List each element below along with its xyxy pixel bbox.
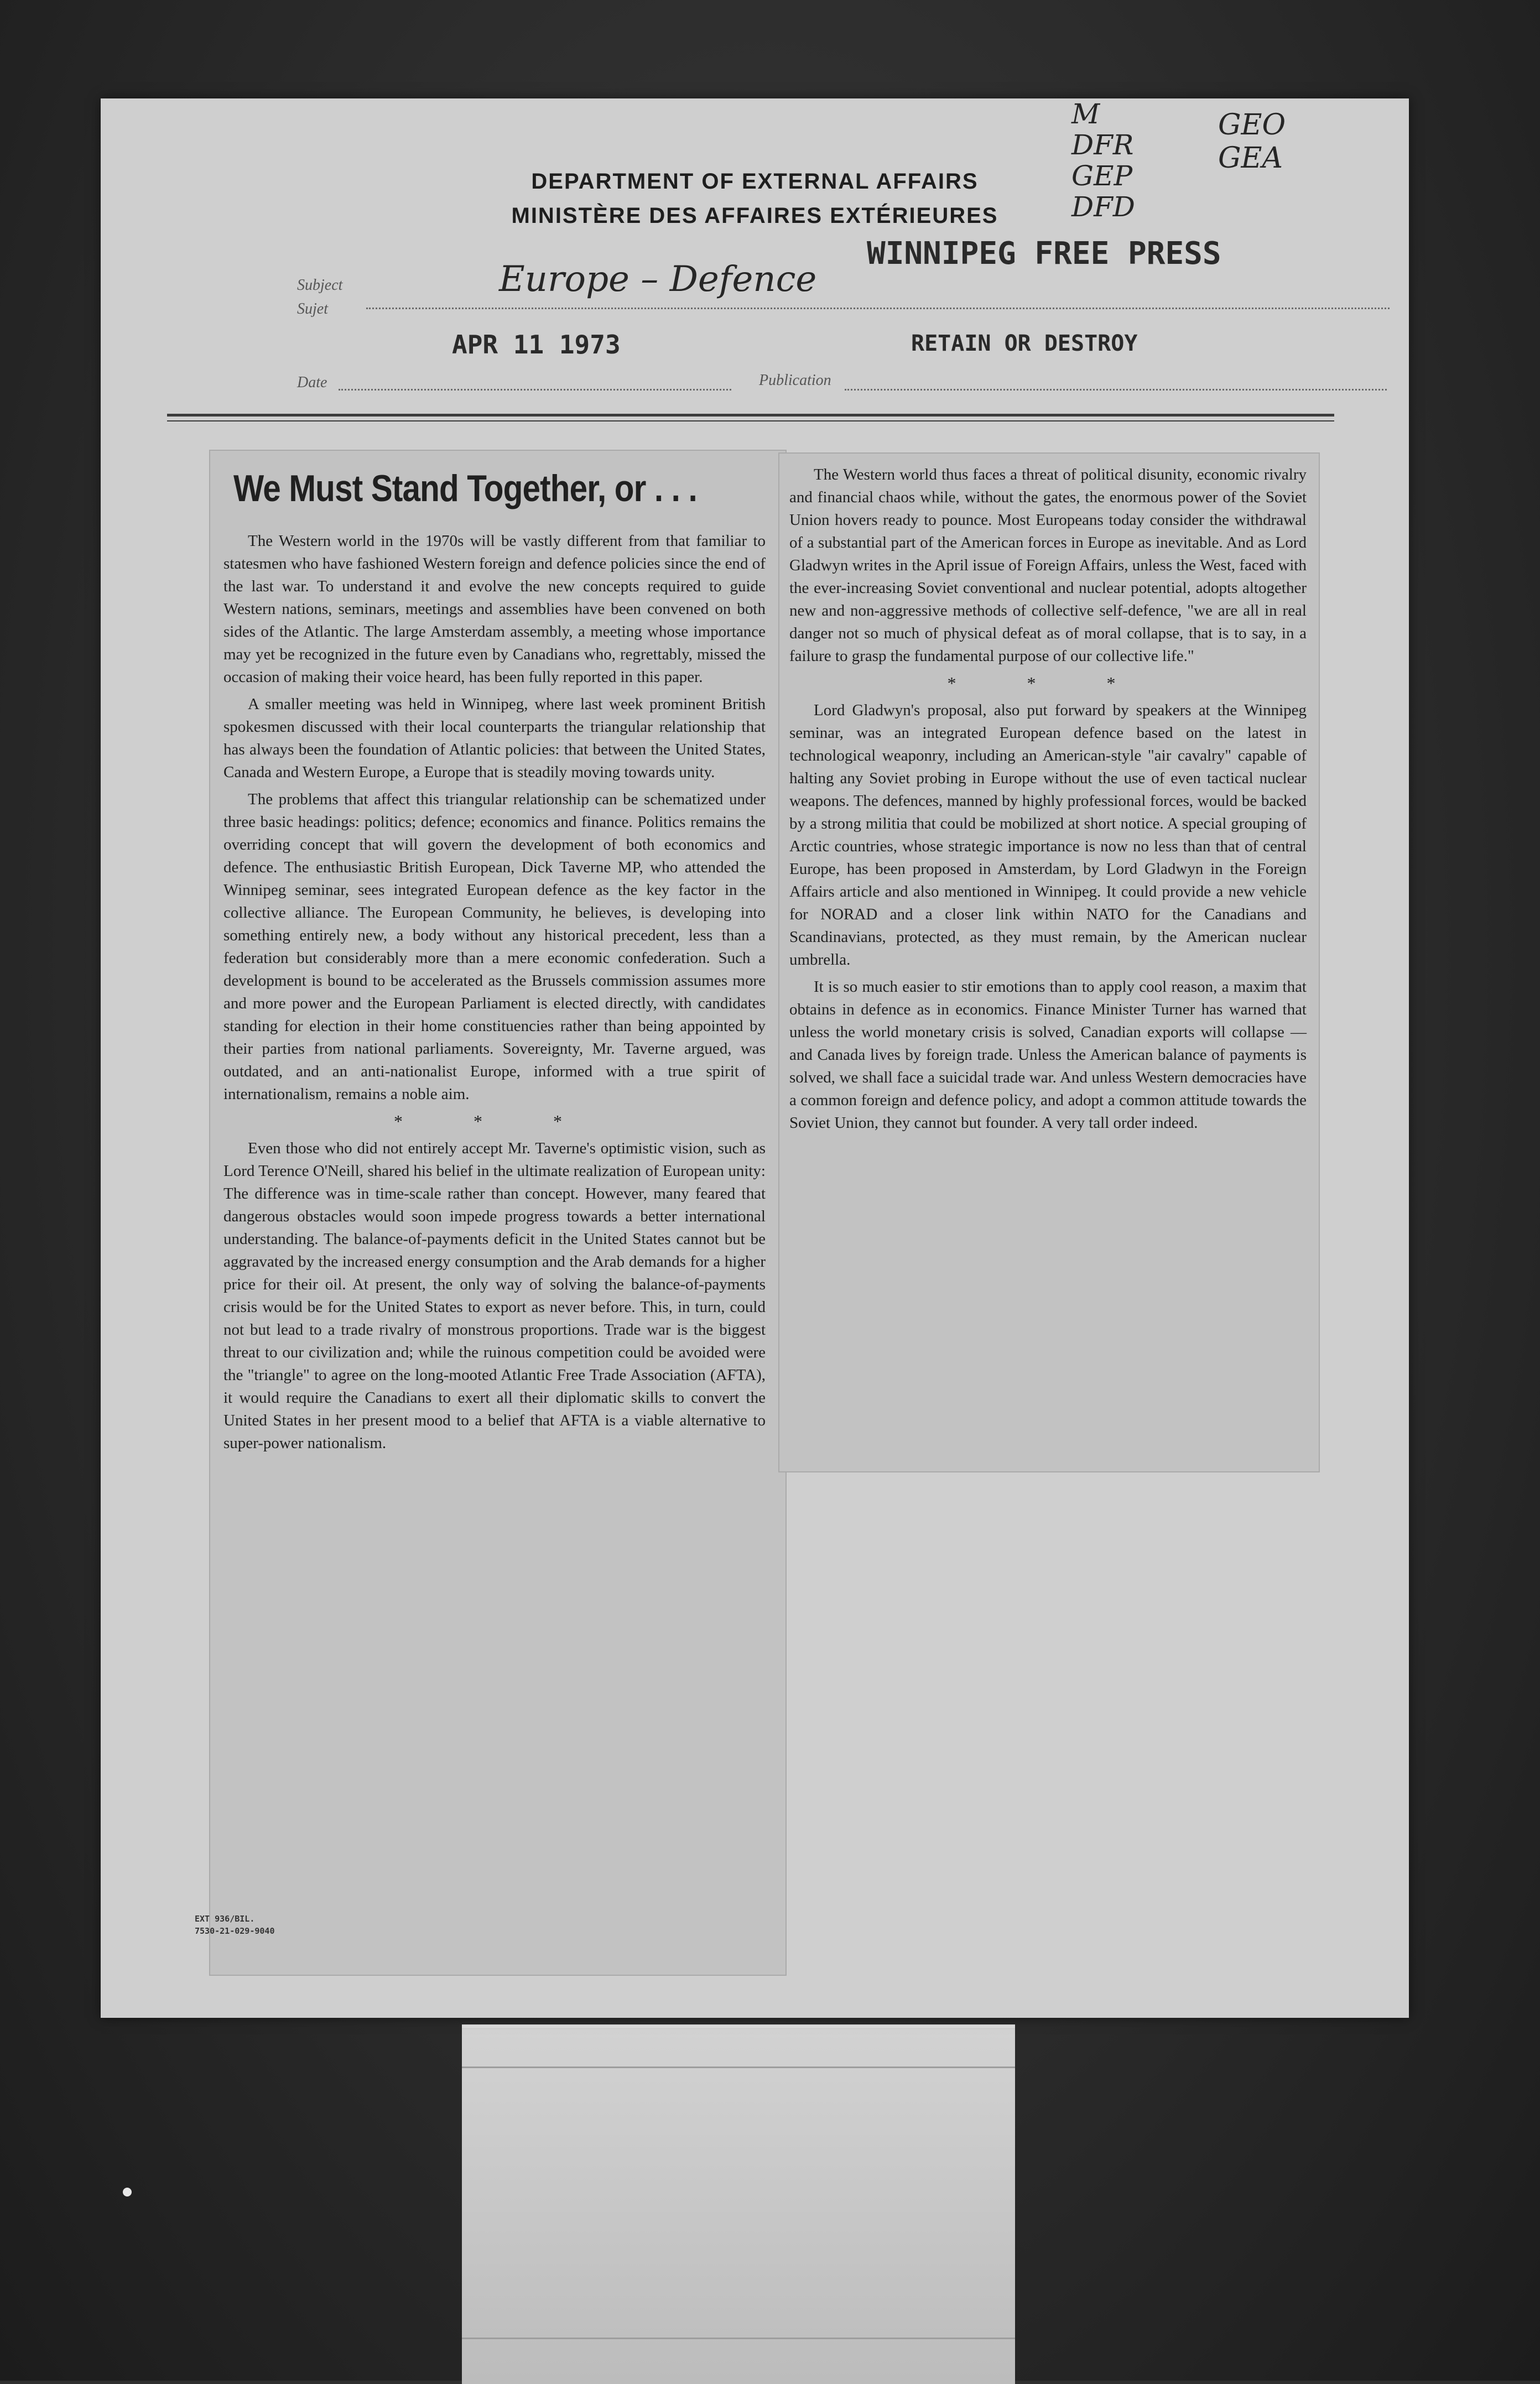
header-rule: [167, 414, 1334, 417]
section-separator: * * *: [394, 1111, 595, 1131]
routing-code: GEP: [1071, 160, 1133, 192]
article-right-column: [789, 464, 1307, 1139]
routing-code: DFD: [1071, 191, 1135, 223]
article-headline: We Must Stand Together, or . . .: [233, 467, 697, 509]
sujet-label: Sujet: [297, 300, 328, 317]
article-paragraph: A smaller meeting was held in Winnipeg, where last week prominent British spokesmen discussed with their local counterparts the triangular relationship that has always been the foundation of Atlantic policies: that between the United States, Canada and Western Europe, a Europe that is steadily moving towards unity.: [223, 695, 766, 781]
subject-label: Subject: [297, 277, 343, 294]
article-paragraph: The Western world thus faces a threat of political disunity, economic rivalry and financial chaos while, without the gates, the enormous power of the Soviet Union hovers ready to pounce. Most Europeans today consider the withdrawal of a substantial part of the American forces in Europe as inevitable. And as Lord Gladwyn writes in the April issue of Foreign Affairs, unless the West, faced with the ever-increasing Soviet conventional and nuclear potential, adopts altogether new and non-aggressive methods of collective self-defence, "we are all in real danger not so much of physical defeat as of moral collapse, that is to say, in a failure to grasp the fundamental purpose of our collective life.": [789, 466, 1307, 665]
publication-line: [845, 389, 1387, 391]
clipping-form-sheet: [101, 98, 1409, 2018]
form-number-line: 7530-21-029-9040: [195, 1926, 275, 1936]
article-paragraph: Even those who did not entirely accept Mr. Taverne's optimistic vision, such as Lord Terence O'Neill, shared his belief in the ultimate realization of European unity: The difference was in time-scale rather than concept. However, many feared that dangerous obstacles would soon impede progress towards a better international understanding. The balance-of-payments deficit in the United States cannot but be aggravated by the increased energy consumption and the Arab demands for a higher price for their oil. At present, the only way of solving the balance-of-payments crisis would be for the United States to export as never before. This, in turn, could not but lead to a trade rivalry of monstrous proportions. Trade war is the biggest threat to our civilization and; while the ruinous competition could be avoided were the "triangle" to agree on the long-mooted Atlantic Free Trade Association (AFTA), it would require the Canadians to exert all their diplomatic skills to convert the United States in her present mood to a belief that AFTA is a viable alternative to super-power nationalism.: [223, 1139, 766, 1452]
routing-code: DFR: [1071, 129, 1134, 161]
routing-codes-right: [1218, 108, 1286, 175]
department-title-en: DEPARTMENT OF EXTERNAL AFFAIRS: [531, 169, 979, 194]
article-paragraph: The Western world in the 1970s will be vastly different from that familiar to statesmen who have fashioned Western foreign and defence policies since the end of the last war. To understand it and evolve the new concepts required to guide Western nations, seminars, meetings and assemblies have been convened on both sides of the Atlantic. The large Amsterdam assembly, a meeting whose importance may yet be recognized in the future even by Canadians who, regrettably, missed the occasion of making their voice heard, has been fully reported in this paper.: [223, 532, 766, 686]
publication-label: Publication: [759, 372, 831, 389]
stand-edge: [462, 2067, 1015, 2068]
retain-or-destroy-stamp: RETAIN OR DESTROY: [911, 331, 1138, 356]
header-rule-thin: [167, 420, 1334, 421]
department-title-fr: MINISTÈRE DES AFFAIRES EXTÉRIEURES: [511, 204, 998, 228]
article-paragraph: The problems that affect this triangular relationship can be schematized under three basic headings: politics; defence; economics and finance. Politics remains the overriding concept that will govern the development of both economics and defence. The enthusiastic British European, Dick Taverne MP, who attended the Winnipeg seminar, sees integrated European defence as the key factor in the collective alliance. The European Community, he believes, is developing into something entirely new, a body without any historical precedent, less than a federation but considerably more than a mere economic confederation. Such a development is bound to be accelerated as the Brussels commission assumes more and more power and the European Parliament is elected directly, with candidates standing for election in their home constituencies rather than being appointed by their parties from national parliaments. Sovereignty, Mr. Taverne argued, was outdated, and an anti-nationalist Europe, informed with a true spirit of internationalism, remains a noble aim.: [223, 790, 766, 1103]
subject-line: [366, 308, 1390, 309]
routing-code: GEA: [1218, 142, 1283, 175]
subject-handwriting: Europe – Defence: [499, 259, 817, 300]
form-number: [195, 1913, 275, 1937]
article-left-column: [223, 530, 766, 1459]
section-separator: * * *: [947, 673, 1149, 693]
dust-speck: [123, 2188, 132, 2196]
date-stamp: APR 11 1973: [452, 330, 621, 360]
form-number-line: EXT 936/BIL.: [195, 1914, 255, 1924]
article-paragraph: It is so much easier to stir emotions than to apply cool reason, a maxim that obtains in defence as in economics. Finance Minister Turner has warned that unless the world monetary crisis is solved, Canadian exports will collapse — and Canada lives by foreign trade. Unless the American balance of payments is solved, we shall face a suicidal trade war. And unless Western democracies have a common foreign and defence policy, and adopt a common attitude towards the Soviet Union, they cannot but founder. A very tall order indeed.: [789, 978, 1307, 1132]
routing-codes-left: [1071, 98, 1135, 222]
routing-code: GEO: [1218, 108, 1286, 142]
publication-stamp: WINNIPEG FREE PRESS: [867, 236, 1221, 272]
date-label: Date: [297, 374, 327, 391]
article-paragraph: Lord Gladwyn's proposal, also put forward by speakers at the Winnipeg seminar, was an integrated European defence based on the latest in technological weaponry, including an American-style "air cavalry" capable of halting any Soviet probing in Europe without the use of even tactical nuclear weapons. The defences, manned by highly professional forces, would be backed by a strong militia that could be mobilized at short notice. A special grouping of Arctic countries, whose strategic importance is now no less than that of central Europe, has been proposed in Amsterdam, by Lord Gladwyn in the Foreign Affairs article and also mentioned in Winnipeg. It could provide a new vehicle for NORAD and a closer link within NATO for the Canadians and Scandinavians, protected, as they must remain, by the American nuclear umbrella.: [789, 701, 1307, 969]
routing-code: M: [1071, 98, 1100, 130]
stand-edge: [462, 2338, 1015, 2339]
date-line: [339, 389, 731, 391]
document-stand: [462, 2024, 1015, 2384]
